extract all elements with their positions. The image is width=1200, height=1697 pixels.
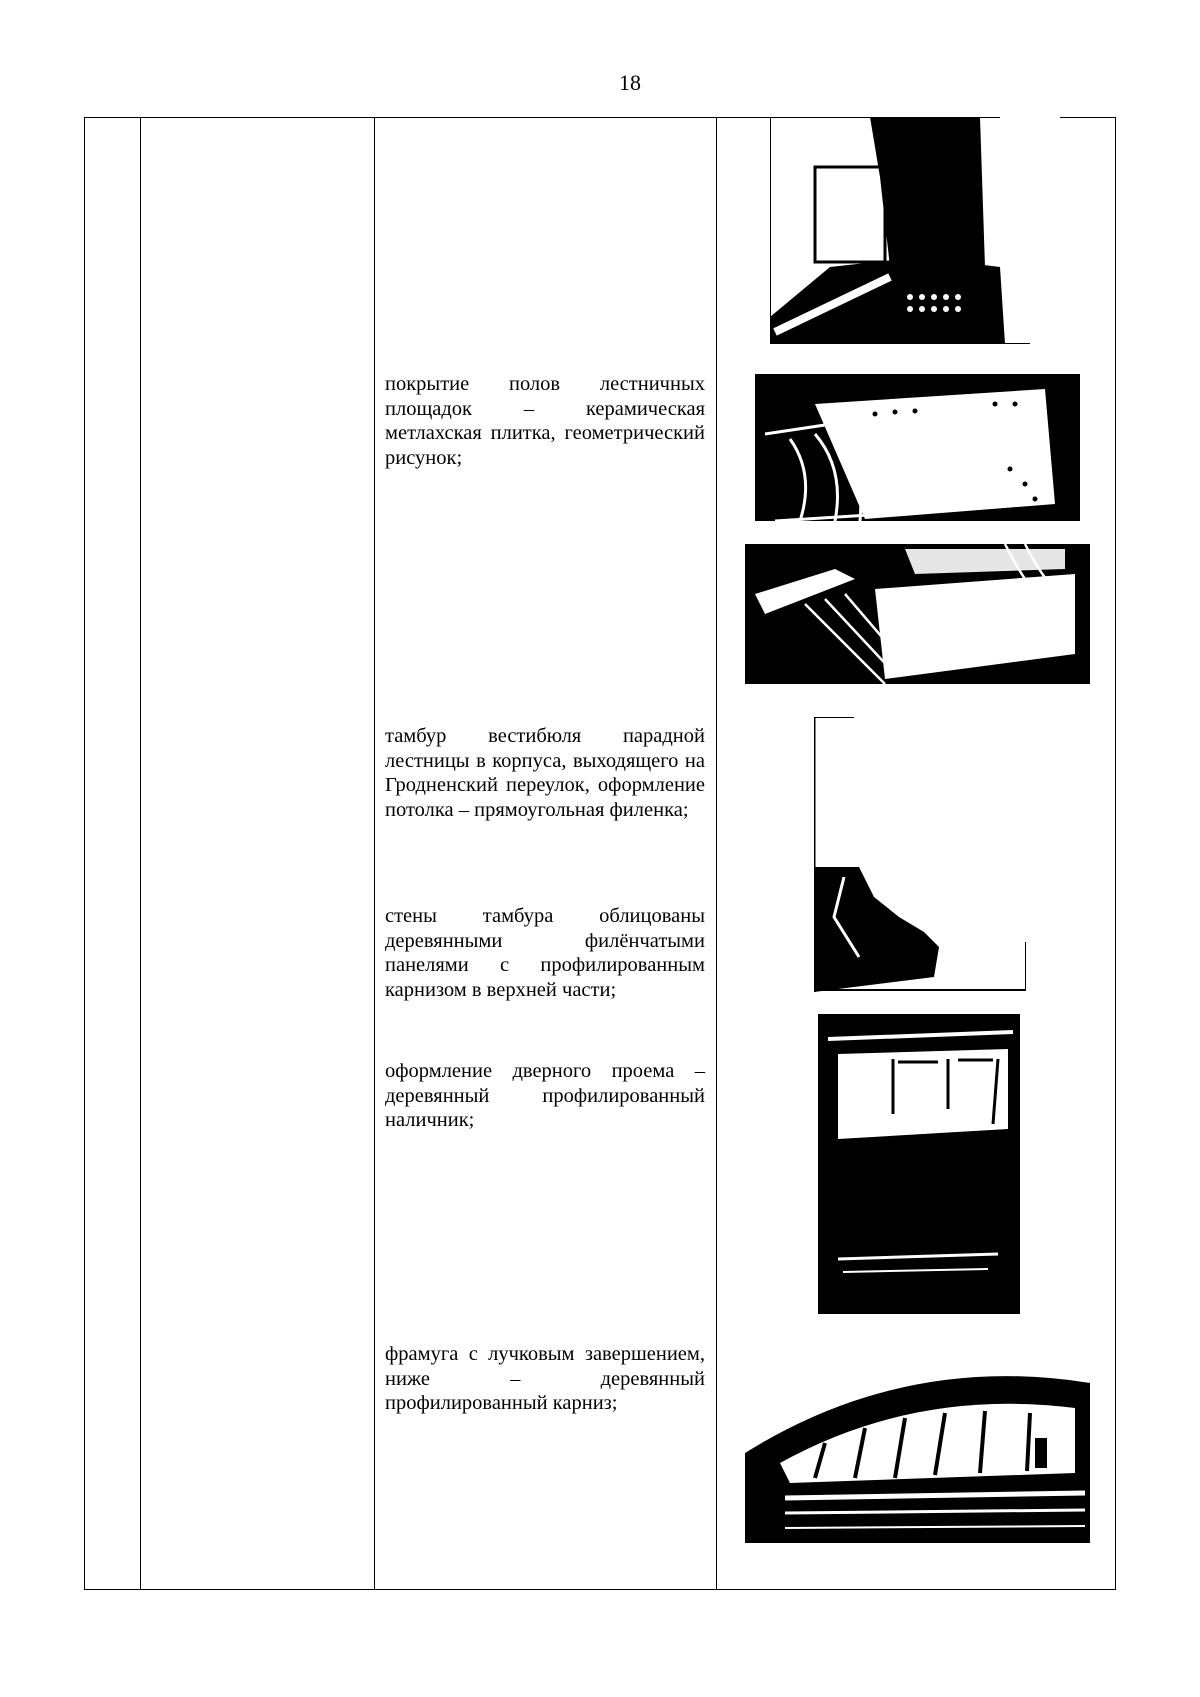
photo-landing-floor-2 [745,544,1090,684]
photo-arched-transom [745,1363,1090,1543]
description-transom: фрамуга с лучковым завершением, ниже – деревянный профилированный карниз; [385,1343,705,1414]
column-divider-3 [716,117,717,1590]
page-number: 18 [619,70,641,95]
description-walls: стены тамбура облицованы деревянными филёнчатыми панелями с профилированным карнизом в верхней части; [385,905,705,1001]
column-divider-2 [374,117,375,1590]
column-divider-1 [140,117,141,1590]
photo-tambour-ceiling [814,717,1026,992]
description-door: оформление дверного проема – деревянный профилированный наличник; [385,1060,705,1131]
description-tambour: тамбур вестибюля парадной лестницы в корпуса, выходящего на Гродненский переулок, оформление потолка – прямоугольная филенка; [385,725,705,821]
photo-landing-floor-1 [755,374,1080,521]
description-floor: покрытие полов лестничных площадок – керамическая метлахская плитка, геометрический рисунок; [385,373,705,469]
photo-staircase-column [770,117,1060,344]
photo-tambour-walls [818,1014,1020,1314]
